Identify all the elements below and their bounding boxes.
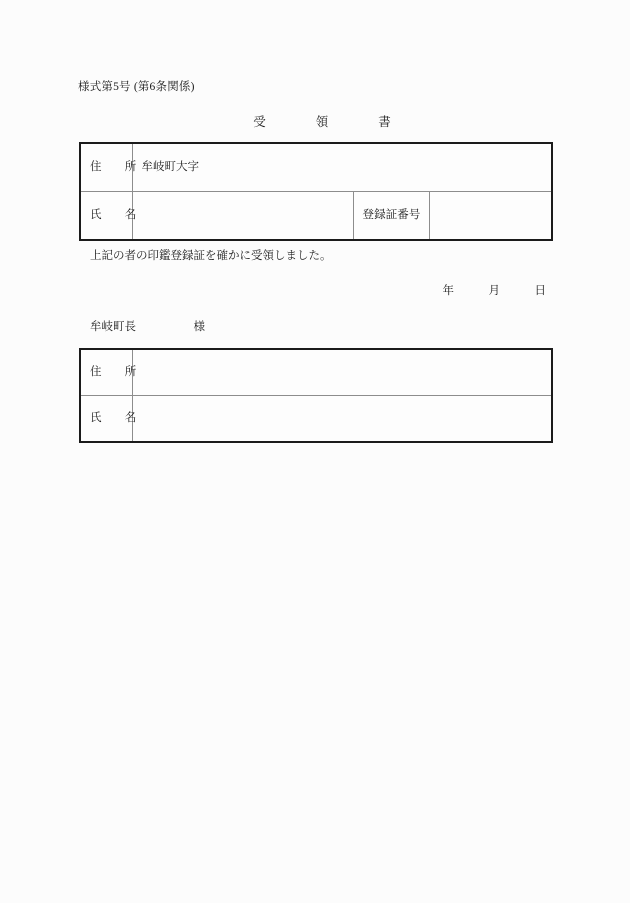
receipt-table (79, 142, 553, 241)
applicant-name-label: 氏 名 (80, 396, 132, 443)
table-row (80, 396, 552, 443)
receipt-name-label: 氏 名 (80, 192, 132, 241)
applicant-table (79, 348, 553, 443)
applicant-address-value[interactable] (132, 349, 552, 396)
receipt-address-label: 住 所 (80, 143, 132, 192)
date-line[interactable]: 年 月 日 (442, 285, 546, 297)
applicant-address-label: 住 所 (80, 349, 132, 396)
addressee-line: 牟岐町長 様 (90, 321, 205, 333)
registration-number-value[interactable] (429, 192, 552, 241)
document-title: 受 領 書 (253, 115, 391, 129)
receipt-name-value[interactable] (132, 192, 353, 241)
table-row (80, 143, 552, 192)
table-row (80, 349, 552, 396)
receipt-statement: 上記の者の印鑑登録証を確かに受領しました。 (90, 250, 332, 262)
receipt-address-value[interactable]: 牟岐町大字 (132, 143, 552, 192)
applicant-name-value[interactable] (132, 396, 552, 443)
form-number: 様式第5号 (第6条関係) (78, 81, 195, 93)
table-row (80, 192, 552, 241)
registration-number-label: 登録証番号 (353, 192, 429, 241)
